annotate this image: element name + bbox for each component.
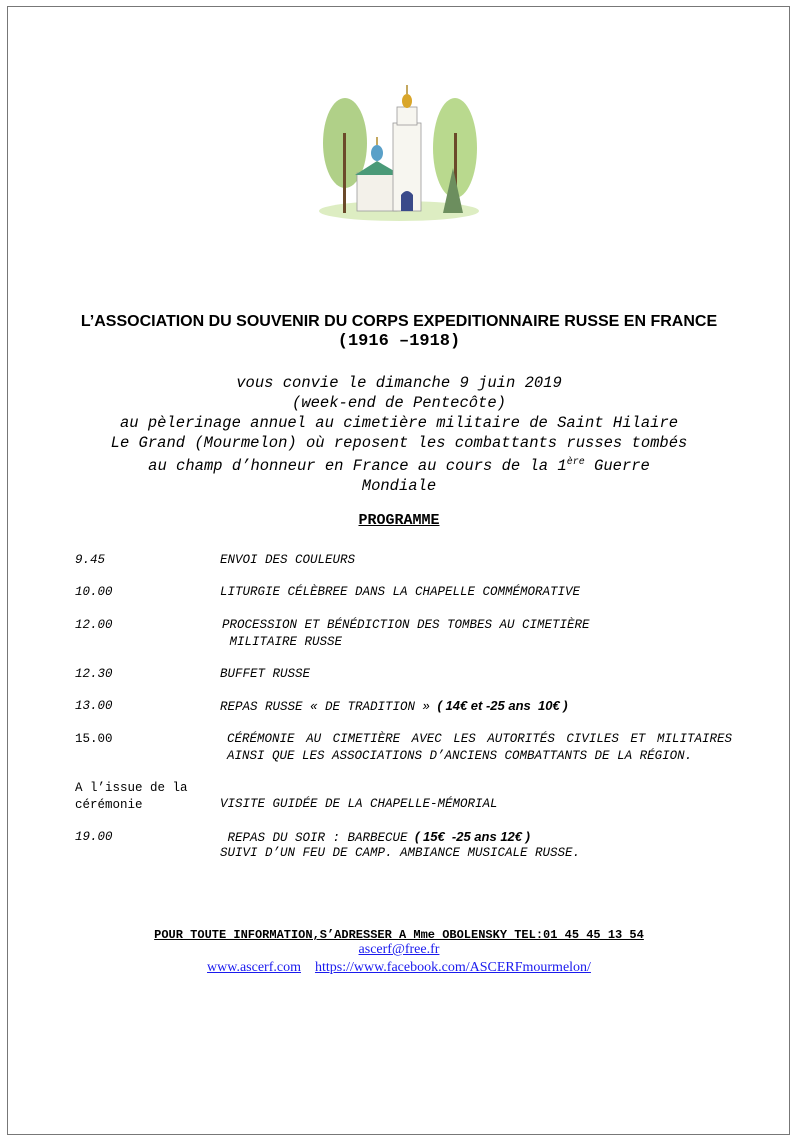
price: ( 15€ -25 ans 12€ ) bbox=[415, 829, 530, 844]
activity-text: REPAS RUSSE « DE TRADITION » bbox=[220, 700, 438, 714]
item-activity: LITURGIE CÉLÈBREE DANS LA CHAPELLE COMMÉMORATIVE bbox=[220, 585, 581, 599]
intro-text: Guerre bbox=[584, 457, 650, 476]
contact-text: POUR TOUTE INFORMATION,S’ADRESSER A Mme OBOLENSKY TEL:01 45 45 13 54 bbox=[154, 928, 644, 942]
intro-line: au pèlerinage annuel au cimetière militaire de Saint Hilaire bbox=[119, 414, 679, 432]
item-time: 13.00 bbox=[75, 699, 113, 713]
intro-line: Le Grand (Mourmelon) où reposent les combattants russes tombés bbox=[110, 434, 688, 452]
website-link[interactable]: www.ascerf.com bbox=[207, 960, 301, 975]
item-activity: ENVOI DES COULEURS bbox=[220, 553, 356, 567]
item-activity bbox=[220, 698, 568, 716]
item-activity: BUFFET RUSSE bbox=[220, 667, 311, 681]
intro-text: au champ d’honneur en France au cours de la 1 bbox=[148, 457, 567, 476]
item-time: 19.00 bbox=[75, 830, 113, 844]
contact-info bbox=[0, 928, 798, 942]
intro-line bbox=[0, 453, 798, 476]
item-activity-continued: SUIVI D’UN FEU DE CAMP. AMBIANCE MUSICALE RUSSE. bbox=[220, 846, 581, 860]
intro-line: Mondiale bbox=[361, 477, 437, 496]
chapel-illustration bbox=[315, 73, 483, 223]
item-activity: VISITE GUIDÉE DE LA CHAPELLE-MÉMORIAL bbox=[220, 797, 498, 811]
intro-line: vous convie le dimanche 9 juin 2019 bbox=[236, 374, 562, 392]
item-time: 9.45 bbox=[75, 553, 106, 567]
price: ( 14€ et -25 ans 10€ ) bbox=[437, 698, 568, 713]
item-time: 12.00 bbox=[75, 618, 113, 632]
email-link[interactable]: ascerf@free.fr bbox=[358, 942, 440, 957]
item-activity bbox=[220, 829, 530, 847]
item-time: 15.00 bbox=[75, 732, 113, 746]
programme-heading-text: PROGRAMME bbox=[358, 512, 440, 529]
programme-heading bbox=[0, 512, 798, 529]
years: (1916 –1918) bbox=[337, 332, 461, 351]
intro-line: (week-end de Pentecôte) bbox=[292, 394, 506, 412]
activity-text: REPAS DU SOIR : BARBECUE bbox=[220, 831, 416, 845]
email-line bbox=[0, 942, 798, 958]
item-time: 12.30 bbox=[75, 667, 113, 681]
facebook-link[interactable]: https://www.facebook.com/ASCERFmourmelon/ bbox=[314, 960, 591, 975]
item-time: A l’issue de la cérémonie bbox=[75, 781, 188, 812]
item-activity: CÉRÉMONIE AU CIMETIÈRE AVEC LES AUTORITÉS CIVILES ET MILITAIRES AINSI QUE LES ASSOCIATIONS D’ANCIENS COMBATTANTS DE LA RÉGION. bbox=[227, 732, 732, 763]
superscript: ère bbox=[566, 457, 585, 468]
item-activity: PROCESSION ET BÉNÉDICTION DES TOMBES AU CIMETIÈRE MILITAIRE RUSSE bbox=[222, 618, 590, 649]
association-title: L’ASSOCIATION DU SOUVENIR DU CORPS EXPEDITIONNAIRE RUSSE EN FRANCE bbox=[80, 313, 718, 330]
invitation-text bbox=[0, 373, 798, 496]
item-time: 10.00 bbox=[75, 585, 113, 599]
web-links bbox=[0, 960, 798, 976]
